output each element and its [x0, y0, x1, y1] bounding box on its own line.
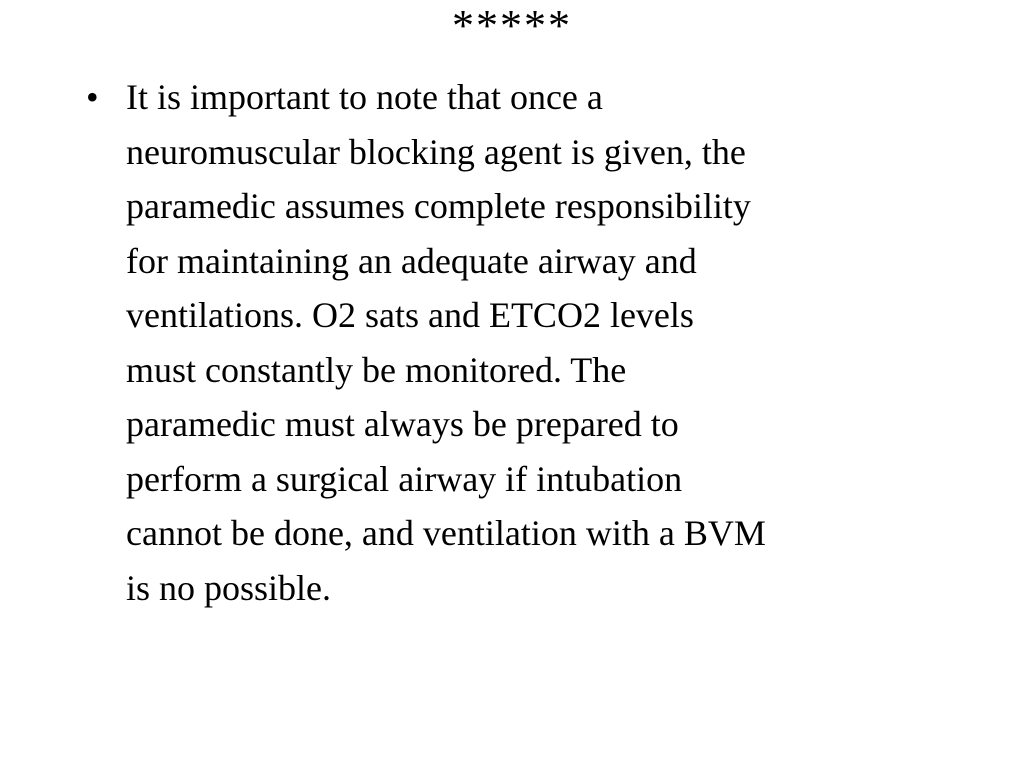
bullet-text-line: neuromuscular blocking agent is given, the [126, 131, 746, 172]
bullet-text-line: ventilations. O2 sats and ETCO2 levels [126, 295, 694, 335]
bullet-text-line: paramedic must always be prepared to [126, 404, 679, 444]
bullet-text-line: must constantly be monitored. The [126, 349, 627, 390]
bullet-text-line: It is important to note that once a [126, 77, 603, 117]
slide-title: ***** [452, 1, 572, 50]
bullet-text-line: paramedic assumes complete responsibility [126, 186, 751, 226]
bullet-list [86, 70, 946, 615]
bullet-text-line: cannot be done, and ventilation with a BVM [126, 513, 766, 553]
bullet-item [86, 70, 946, 615]
bullet-text-line: is no possible. [126, 567, 332, 608]
bullet-text-line: for maintaining an adequate airway and [126, 240, 697, 281]
bullet-marker: • [86, 77, 99, 117]
bullet-text-line: perform a surgical airway if intubation [126, 458, 683, 499]
